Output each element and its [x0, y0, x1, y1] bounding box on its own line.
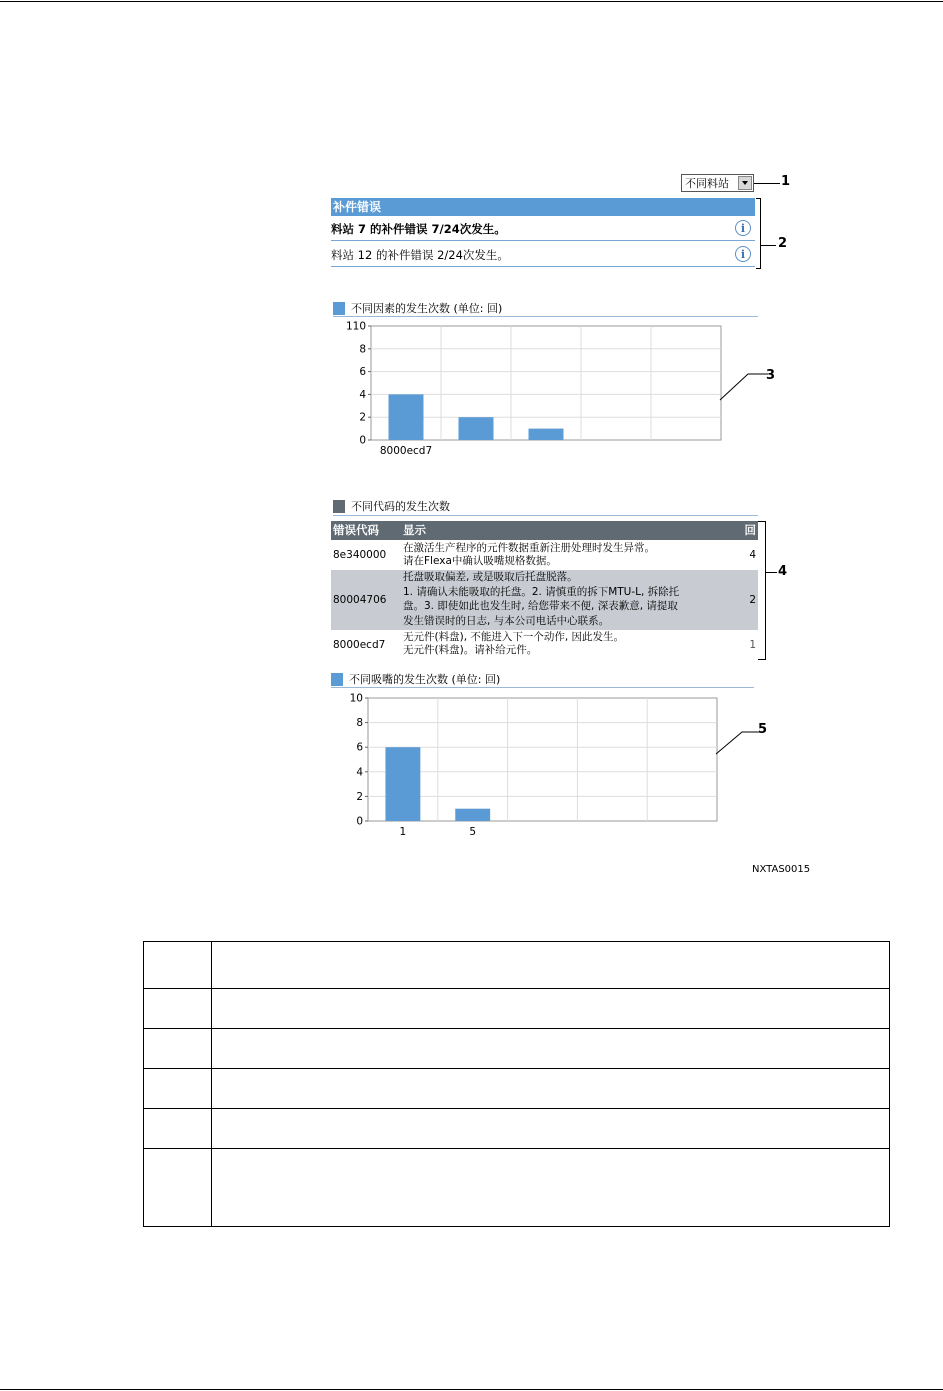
callout-2: 2 [778, 236, 788, 251]
error-description: 托盘吸取偏差, 或是吸取后托盘脱落。 1. 请确认未能吸取的托盘。2. 请慎重的拆下MTU-L, 拆除托 盘。3. 即使如此也发生时, 给您带来不便, 深表歉意, 请提取 发生错误时的日志, 与本公司电话中心联系。 [403, 571, 680, 627]
error-count: 2 [749, 594, 756, 606]
table-row [144, 1029, 890, 1069]
callout-5: 5 [758, 722, 768, 737]
header-count: 回 [744, 523, 756, 537]
bar [455, 809, 490, 821]
reference-table [143, 941, 890, 1227]
y-tick-label: 0 [356, 815, 363, 828]
table-row [144, 1149, 890, 1227]
error-panel-title: 补件错误 [331, 198, 755, 216]
section-divider [333, 316, 758, 317]
header-error-code: 错误代码 [333, 523, 379, 537]
error-description: 无元件(料盘), 不能进入下一个动作, 因此发生。 无元件(料盘)。请补给元件。 [403, 631, 625, 656]
section-marker-icon [331, 673, 343, 686]
table-row [144, 1069, 890, 1109]
table-row [144, 942, 890, 989]
bar [389, 394, 424, 440]
table-row [144, 1109, 890, 1149]
y-tick-label: 6 [359, 366, 366, 379]
error-row [331, 217, 755, 241]
callout-leader [754, 183, 780, 184]
error-count: 4 [749, 549, 756, 561]
y-tick-label: 2 [359, 411, 366, 424]
error-code: 80004706 [333, 594, 387, 606]
callout-bracket [758, 521, 766, 660]
station-filter-dropdown[interactable] [681, 174, 754, 192]
y-tick-label: 8 [356, 717, 363, 730]
callout-3: 3 [766, 368, 776, 383]
callout-4: 4 [778, 564, 788, 579]
info-icon[interactable]: i [735, 220, 751, 236]
y-tick-label: 8 [359, 343, 366, 356]
section-marker-icon [333, 302, 345, 315]
y-tick-label: 10 [349, 692, 363, 705]
section-marker-icon [333, 500, 345, 513]
y-tick-label: 4 [356, 766, 363, 779]
error-code: 8e340000 [333, 549, 387, 561]
table-row [331, 540, 758, 570]
callout-1: 1 [781, 174, 791, 189]
y-tick-label: 6 [356, 741, 363, 754]
bar [529, 429, 564, 440]
callout-leader [718, 370, 770, 402]
factor-bar-chart [330, 318, 730, 458]
table-row [144, 989, 890, 1029]
y-tick-label: 110 [345, 320, 366, 333]
dropdown-value: 不同料站 [685, 177, 729, 190]
y-tick-label: 0 [359, 434, 366, 447]
error-code: 8000ecd7 [333, 639, 386, 651]
callout-bracket [756, 198, 761, 269]
x-tick-label: 8000ecd7 [379, 445, 433, 457]
top-rule [0, 1, 943, 2]
bottom-rule [0, 1389, 943, 1390]
chevron-down-icon[interactable] [738, 176, 752, 190]
error-row-text: 料站 12 的补件错误 2/24次发生。 [331, 248, 509, 262]
bar [385, 747, 420, 821]
header-display: 显示 [403, 523, 426, 537]
info-icon[interactable]: i [735, 246, 751, 262]
error-row [331, 243, 755, 267]
code-table-header [331, 521, 758, 540]
y-tick-label: 2 [356, 790, 363, 803]
section-divider [333, 515, 758, 516]
bar [459, 417, 494, 440]
x-tick-label: 5 [469, 826, 477, 838]
callout-leader [714, 730, 762, 756]
nozzle-bar-chart [330, 690, 730, 840]
error-row-text: 料站 7 的补件错误 7/24次发生。 [331, 222, 506, 236]
error-description: 在激活生产程序的元件数据重新注册处理时发生异常。 请在Flexa中确认吸嘴规格数据。 [403, 542, 655, 567]
y-tick-label: 4 [359, 388, 366, 401]
section-divider [331, 687, 754, 688]
table-row [331, 630, 758, 658]
error-count: 1 [749, 639, 756, 651]
table-row [331, 570, 758, 630]
callout-leader [765, 572, 777, 573]
figure-id: NXTAS0015 [752, 864, 811, 875]
x-tick-label: 1 [399, 826, 407, 838]
callout-leader [760, 245, 776, 246]
